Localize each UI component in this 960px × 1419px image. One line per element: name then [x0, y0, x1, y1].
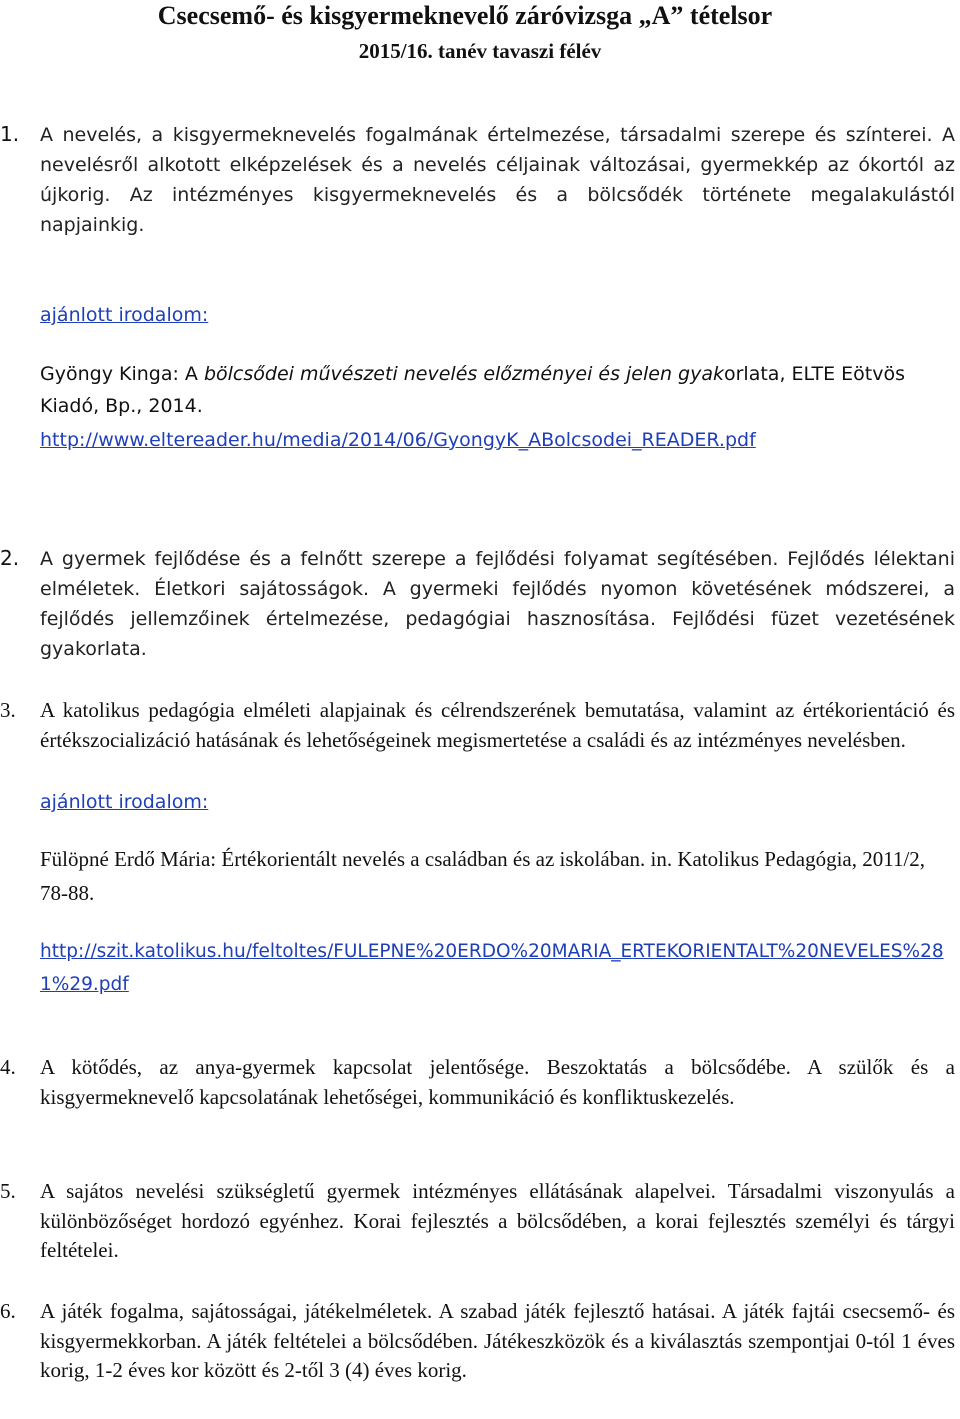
ref-label: ajánlott irodalom:	[40, 791, 209, 813]
item-text: A gyermek fejlődése és a felnőtt szerepe a fejlődési folyamat segítésében. Fejlődés lélektani elméletek. Életkori sajátosságok. A gyermeki fejlődés nyomon követésének módszerei, a fejlődés jellemzőinek értelmezése, pedagógiai hasznosítása. Fejlődési füzet vezetésének gyakorlata.	[40, 548, 955, 660]
reference-citation-1	[40, 358, 955, 422]
document-title	[0, 0, 960, 66]
item-number: 6.	[0, 1299, 16, 1323]
item-text: A katolikus pedagógia elméleti alapjainak és célrendszerének bemutatása, valamint az értékorientáció és értékszocializáció hatásának és lehetőségeinek megismertetése a családi és az intézményes nevelésben.	[40, 698, 955, 752]
item-text: A sajátos nevelési szükségletű gyermek intézményes ellátásának alapelvei. Társadalmi viszonyulás a különbözőséget hordozó egyénhez. Korai fejlesztés a bölcsődében, a korai fejlesztés személyi és tárgyi feltételei.	[40, 1179, 955, 1262]
item-number: 5.	[0, 1179, 16, 1203]
ref-label: ajánlott irodalom:	[40, 304, 209, 326]
item-text: A kötődés, az anya-gyermek kapcsolat jelentősége. Beszoktatás a bölcsődébe. A szülők és a kisgyermeknevelő kapcsolatának lehetőségei, kommunikáció és konfliktuskezelés.	[40, 1055, 955, 1109]
item-text: A nevelés, a kisgyermeknevelés fogalmának értelmezése, társadalmi szerepe és színterei. A nevelésről alkotott elképzelések és a nevelés céljainak változásai, gyermekkép az ókortól az újkorig. Az intézményes kisgyermeknevelés és a bölcsődék története megalakulástól napjainkig.	[40, 124, 955, 236]
title-line-1: Csecsemő- és kisgyermeknevelő záróvizsga „A” tételsor	[157, 1, 773, 30]
reference-link[interactable]: http://szit.katolikus.hu/feltoltes/FULEPNE%20ERDO%20MARIA_ERTEKORIENTALT%20NEVELES%281%29.pdf	[40, 941, 944, 995]
reference-link[interactable]: http://www.eltereader.hu/media/2014/06/GyongyK_ABolcsodei_READER.pdf	[40, 429, 756, 451]
ref-rest: orlata, ELTE Eötvös Kiadó, Bp., 2014.	[40, 363, 906, 417]
title-line-2: 2015/16. tanév tavaszi félév	[358, 39, 602, 63]
reference-link-3-row	[40, 935, 955, 1001]
reference-link-1-row	[40, 425, 955, 455]
item-number: 2.	[0, 546, 20, 570]
item-text: A játék fogalma, sajátosságai, játékelméletek. A szabad játék fejlesztő hatásai. A játék fajtái csecsemő- és kisgyermekkorban. A játék feltételei a bölcsődében. Játékeszközök és a kiválasztás szempontjai 0-tól 1 éves korig, 1-2 éves kor között és 2-től 3 (4) éves korig.	[40, 1299, 955, 1382]
ref-title: bölcsődei művészeti nevelés előzményei és jelen gyak	[203, 363, 724, 385]
reference-label-3-row	[40, 787, 955, 817]
item-number: 1.	[0, 122, 20, 146]
reference-citation-3: Fülöpné Erdő Mária: Értékorientált nevelés a családban és az iskolában. in. Katolikus Pedagógia, 2011/2, 78-88.	[40, 847, 926, 905]
item-number: 3.	[0, 698, 16, 722]
ref-author: Gyöngy Kinga: A	[40, 363, 204, 385]
item-number: 4.	[0, 1055, 16, 1079]
